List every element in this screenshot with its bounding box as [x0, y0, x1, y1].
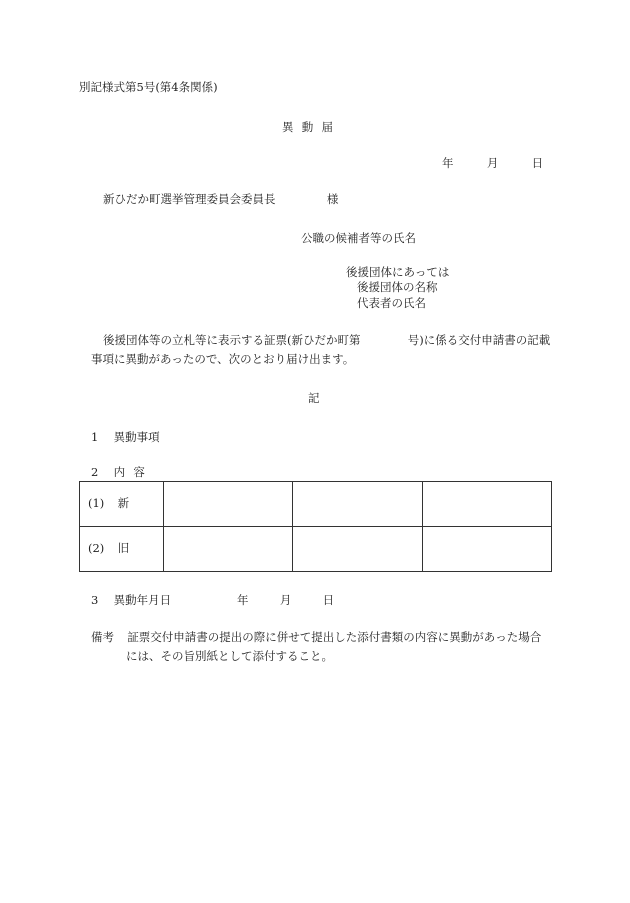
body-line-2: 事項に異動があったので、次のとおり届け出ます。: [91, 352, 355, 366]
item-1-number: 1: [91, 430, 99, 444]
addressee: [103, 192, 338, 208]
remarks-line-2: には、その旨別紙として添付すること。: [126, 649, 333, 663]
row-number: (2): [88, 541, 105, 556]
item-1-label: 異動事項: [113, 430, 160, 444]
row-label: 新: [117, 496, 130, 511]
item-1: [91, 430, 160, 446]
table-cell[interactable]: [293, 482, 422, 527]
item-3-day: 日: [322, 593, 335, 607]
date-month: 月: [486, 156, 499, 170]
date-line: [442, 156, 543, 172]
item-2-number: 2: [91, 465, 99, 479]
item-3-year: 年: [237, 593, 249, 607]
item-3-number: 3: [91, 593, 99, 607]
row-label-old: [80, 527, 164, 572]
item-2-label: 内 容: [113, 465, 148, 479]
table-cell[interactable]: [293, 527, 422, 572]
table-cell[interactable]: [422, 482, 551, 527]
form-title: 異 動 届: [282, 120, 336, 134]
ki-heading: 記: [308, 391, 320, 405]
body-line-1b: 号)に係る交付申請書の記載: [407, 333, 551, 347]
addressee-honorific: 様: [326, 192, 339, 206]
item-3-label: 異動年月日: [113, 593, 172, 607]
row-number: (1): [88, 496, 105, 511]
representative-name-label: 代表者の氏名: [357, 296, 426, 310]
content-table: [79, 481, 552, 572]
date-day: 日: [531, 156, 544, 170]
addressee-name: 新ひだか町選挙管理委員会委員長: [103, 192, 276, 206]
item-3-month: 月: [279, 593, 292, 607]
table-cell[interactable]: [164, 527, 293, 572]
candidate-name-label: 公職の候補者等の氏名: [301, 231, 416, 245]
row-label: 旧: [117, 541, 130, 556]
remarks-line-1: [91, 630, 541, 646]
support-group-name-label: 後援団体の名称: [357, 280, 438, 294]
support-group-line1: 後援団体にあっては: [346, 265, 450, 279]
remarks-text-1: 証票交付申請書の提出の際に併せて提出した添付書類の内容に異動があった場合: [127, 630, 542, 644]
table-row: [80, 527, 552, 572]
item-3-date: [237, 593, 334, 609]
row-label-new: [80, 482, 164, 527]
table-cell[interactable]: [164, 482, 293, 527]
item-2: [91, 465, 147, 481]
remarks-label: 備考: [91, 630, 114, 644]
table-row: [80, 482, 552, 527]
form-number: 別記様式第5号(第4条関係): [79, 80, 218, 94]
body-line-1: [103, 333, 550, 349]
body-line-1a: 後援団体等の立札等に表示する証票(新ひだか町第: [103, 333, 361, 347]
item-3: [91, 593, 171, 609]
table-cell[interactable]: [422, 527, 551, 572]
date-year: 年: [442, 156, 454, 170]
